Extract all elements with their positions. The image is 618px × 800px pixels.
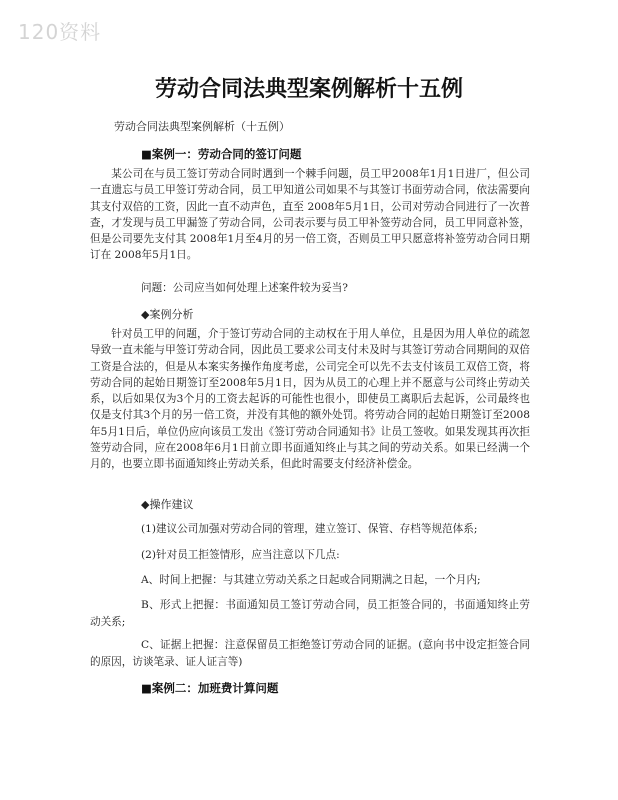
advice-item-1: (1)建议公司加强对劳动合同的管理，建立签订、保管、存档等规范体系;	[141, 523, 478, 535]
document-title: 劳动合同法典型案例解析十五例	[154, 77, 463, 102]
case1-heading: ■案例一：劳动合同的签订问题	[141, 147, 302, 161]
advice-item-a: A、时间上把握：与其建立劳动关系之日起或合同期满之日起，一个月内;	[141, 574, 481, 586]
case2-heading: ■案例二：加班费计算问题	[141, 681, 279, 695]
case1-analysis-heading: ◆案例分析	[141, 308, 194, 321]
document-subtitle: 劳动合同法典型案例解析（十五例）	[114, 120, 290, 133]
advice-item-2: (2)针对员工拒签情形，应当注意以下几点:	[141, 549, 340, 561]
watermark-logo: 120资料	[18, 20, 102, 44]
case1-facts-paragraph: 某公司在与员工签订劳动合同时遇到一个棘手问题，员工甲2008年1月1日进厂，但公司一直遗忘与员工甲签订劳动合同，员工甲知道公司如果不与其签订书面劳动合同，依法需要向其支付双倍的工资，因此一直不动声色，直至 2008年5月1日，公司对劳动合同进行了一次普查，才发现与员工甲漏签了劳动合同，公司表示要与员工甲补签劳动合同，员工甲同意补签，但是公司要先支付其 2008年1月至4月的另一倍工资，否则员工甲只愿意将补签劳动合同日期订在 2008年5月1日。	[90, 168, 530, 262]
advice-item-b: B、形式上把握：书面通知员工签订劳动合同，员工拒签合同的，书面通知终止劳动关系;	[90, 599, 530, 628]
case1-analysis-paragraph: 针对员工甲的问题，介于签订劳动合同的主动权在于用人单位，且是因为用人单位的疏忽导致一直未能与甲签订劳动合同，因此员工要求公司支付未及时与其签订劳动合同期间的双倍工资是合法的，但是从本案实务操作角度考虑，公司完全可以先不去支付该员工双倍工资，将劳动合同的起始日期签订至2008年5月1日，因为从员工的心理上并不愿意与公司终止劳动关系，以后如果仅为3个月的工资去起诉的可能性也很小，即使员工离职后去起诉，公司最终也仅是支付其3个月的另一倍工资，并没有其他的额外处罚。将劳动合同的起始日期签订至2008年5月1日后，单位仍应向该员工发出《签订劳动合同通知书》让员工签收。如果发现其再次拒签劳动合同，应在2008年6月1日前立即书面通知终止与其之间的劳动关系。如果已经满一个月的，也要立即书面通知终止劳动关系，但此时需要支付经济补偿金。	[90, 328, 530, 471]
advice-item-c: C、证据上把握：注意保留员工拒绝签订劳动合同的证据。(意向书中设定拒签合同的原因，访谈笔录、证人证言等)	[90, 639, 530, 668]
case1-advice-heading: ◆操作建议	[141, 498, 194, 511]
case1-question: 问题：公司应当如何处理上述案件较为妥当?	[141, 282, 348, 294]
